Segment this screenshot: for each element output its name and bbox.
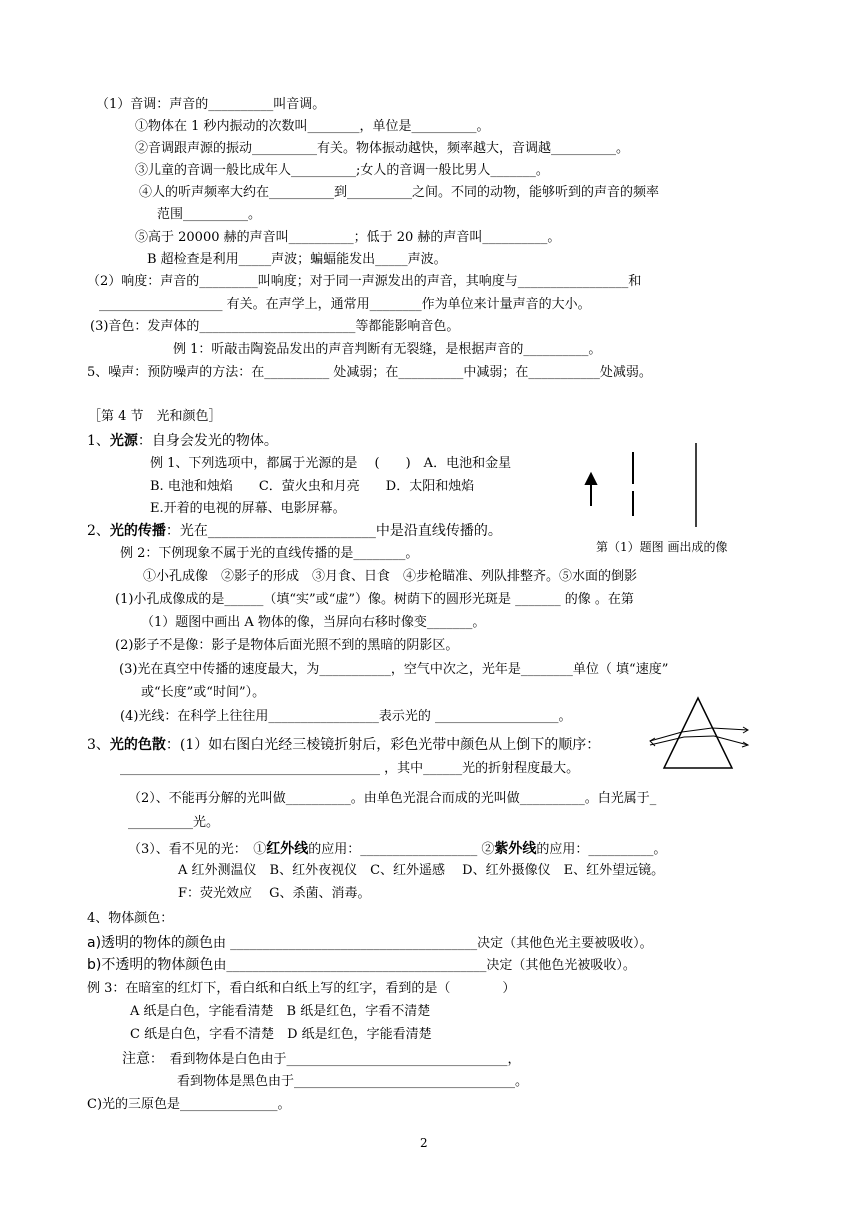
propagation-number: 2、 xyxy=(87,523,110,539)
propagation-text: ：光在________________________中是沿直线传播的。 xyxy=(165,523,502,539)
note-line-2: 看到物体是黑色由于__________________________________。 xyxy=(177,1074,529,1089)
dispersion-line-2: ________________________________________ ，其中______光的折射程度最大。 xyxy=(120,761,580,776)
timbre-line-1: (3)音色：发声体的________________________等都能影响音色。 xyxy=(90,319,460,334)
object-arrow xyxy=(586,474,596,506)
invisible-light-line xyxy=(128,840,666,859)
tone-line-2: ①物体在 1 秒内振动的次数叫________，单位是__________。 xyxy=(135,119,490,134)
tone-line-6: 范围__________。 xyxy=(157,207,262,222)
loudness-line-1: （2）响度：声音的_________叫响度；对于同一声源发出的声音，其响度与_________________和 xyxy=(87,274,642,289)
tone-line-3: ②音调跟声源的振动__________有关。物体振动越快，频率越大，音调越__________。 xyxy=(135,141,630,156)
light-speed-line-1: (3)光在真空中传播的速度最大，为___________，空气中次之，光年是________单位（ 填“速度” xyxy=(119,662,669,677)
pinhole-line-2: （1）题图中画出 A 物体的像，当屏向右移时像变_______。 xyxy=(141,615,486,630)
tone-line-4: ③儿童的音调一般比成年人__________;女人的音调一般比男人_______。 xyxy=(135,163,549,178)
example1-options: B. 电池和烛焰 C．萤火虫和月亮 D．太阳和烛焰 xyxy=(150,479,475,494)
dispersion-term: 光的色散 xyxy=(109,737,166,753)
propagation-term: 光的传播 xyxy=(109,523,166,539)
applications-line-2: F：荧光效应 G、杀菌、消毒。 xyxy=(178,886,371,901)
figure-caption: 第（1）题图 画出成的像 xyxy=(596,540,728,554)
example2-options: ①小孔成像 ②影子的形成 ③月食、日食 ④步枪瞄准、列队排整齐。⑤水面的倒影 xyxy=(143,569,638,584)
note-term: 注意 xyxy=(122,1051,150,1067)
opaque-color-blank: 由________________________________________决定（其他色光被吸收）。 xyxy=(213,958,636,973)
tone-line-5: ④人的听声频率大约在__________到__________之间。不同的动物，能够听到的声音的频率 xyxy=(139,185,660,200)
transparent-color-term: a)透明的物体的颜色 xyxy=(87,935,214,951)
opaque-color-line xyxy=(87,956,636,975)
light-speed-line-2: 或“长度”或“时间”）。 xyxy=(141,685,266,700)
example2-question: 例 2：下例现象不属于光的直线传播的是________。 xyxy=(120,546,419,561)
light-source-line xyxy=(87,432,278,450)
timbre-example: 例 1：听敲击陶瓷品发出的声音判断有无裂缝，是根据声音的__________。 xyxy=(173,342,602,357)
example1-option-e: E.开着的电视的屏幕、电影屏幕。 xyxy=(150,501,346,516)
infrared-blank: 的应用：__________________ ② xyxy=(308,842,495,857)
light-ray-line: (4)光线：在科学上往往用_________________表示光的 ___________________。 xyxy=(120,709,572,724)
example1-question: 例 1、下列选项中，都属于光源的是 ( ) A．电池和金星 xyxy=(150,456,512,471)
light-rays xyxy=(650,727,748,747)
example3-question: 例 3：在暗室的红灯下，看白纸和白纸上写的红字，看到的是（ ） xyxy=(87,981,516,996)
light-source-definition: ：自身会发光的物体。 xyxy=(137,433,278,449)
monochromatic-line-1: （2）、不能再分解的光叫做__________。由单色光混合而成的光叫做__________。白光属于_ xyxy=(128,791,657,806)
dispersion-number: 3、 xyxy=(87,737,110,753)
noise-line: 5、噪声：预防噪声的方法：在__________ 处减弱；在__________中减弱；在___________处减弱。 xyxy=(87,365,652,380)
tone-line-8: B 超检查是利用_____声波；蝙蝠能发出_____声波。 xyxy=(147,252,447,267)
transparent-color-line xyxy=(87,934,653,953)
dispersion-line-1 xyxy=(87,736,600,754)
light-source-term: 光源 xyxy=(109,433,138,449)
applications-line-1: A 红外测温仪 B、红外夜视仪 C、红外遥感 D、红外摄像仪 E、红外望远镜。 xyxy=(178,863,665,878)
tone-line-7: ⑤高于 20000 赫的声音叫__________；低于 20 赫的声音叫__________。 xyxy=(135,230,561,245)
section-title: ［第 4 节 光和颜色］ xyxy=(88,409,222,424)
tone-line-1: （1）音调：声音的__________叫音调。 xyxy=(96,97,326,112)
ultraviolet-term: 紫外线 xyxy=(494,841,537,857)
note-line-1 xyxy=(122,1050,521,1069)
prism xyxy=(664,698,732,768)
primary-colors-line: C)光的三原色是_______________。 xyxy=(87,1097,291,1112)
page-number: 2 xyxy=(420,1136,428,1150)
ultraviolet-blank: 的应用：__________。 xyxy=(536,842,667,857)
light-source-number: 1、 xyxy=(87,433,110,449)
transparent-color-blank: 由 ______________________________________决定（其他色光主要被吸收）。 xyxy=(213,936,653,951)
example3-options-cd: C 纸是白色，字看不清楚 D 纸是红色，字能看清楚 xyxy=(130,1027,432,1042)
propagation-line xyxy=(87,522,502,540)
invisible-light-prefix: （3）、看不见的光： ① xyxy=(128,842,267,857)
loudness-line-2: ___________________ 有关。在声学上，通常用________作为单位来计量声音的大小。 xyxy=(99,297,591,312)
object-color-title: 4、物体颜色： xyxy=(87,911,174,926)
opaque-color-term: b)不透明的物体颜色 xyxy=(87,957,214,973)
note-white: ： 看到物体是白色由于__________________________________， xyxy=(150,1052,521,1067)
dispersion-text: ：(1）如右图白光经三棱镜折射后，彩色光带中颜色从上倒下的顺序： xyxy=(165,737,601,753)
shadow-line: (2)影子不是像：影子是物体后面光照不到的黑暗的阴影区。 xyxy=(115,638,459,653)
pinhole-line-1: (1)小孔成像成的是______（填“实”或“虚”）像。树荫下的圆形光斑是 _______ 的像 。在第 xyxy=(115,592,634,607)
infrared-term: 红外线 xyxy=(266,841,309,857)
example3-options-ab: A 纸是白色，字能看清楚 B 纸是红色，字看不清楚 xyxy=(130,1004,431,1019)
monochromatic-line-2: __________光。 xyxy=(128,815,220,830)
